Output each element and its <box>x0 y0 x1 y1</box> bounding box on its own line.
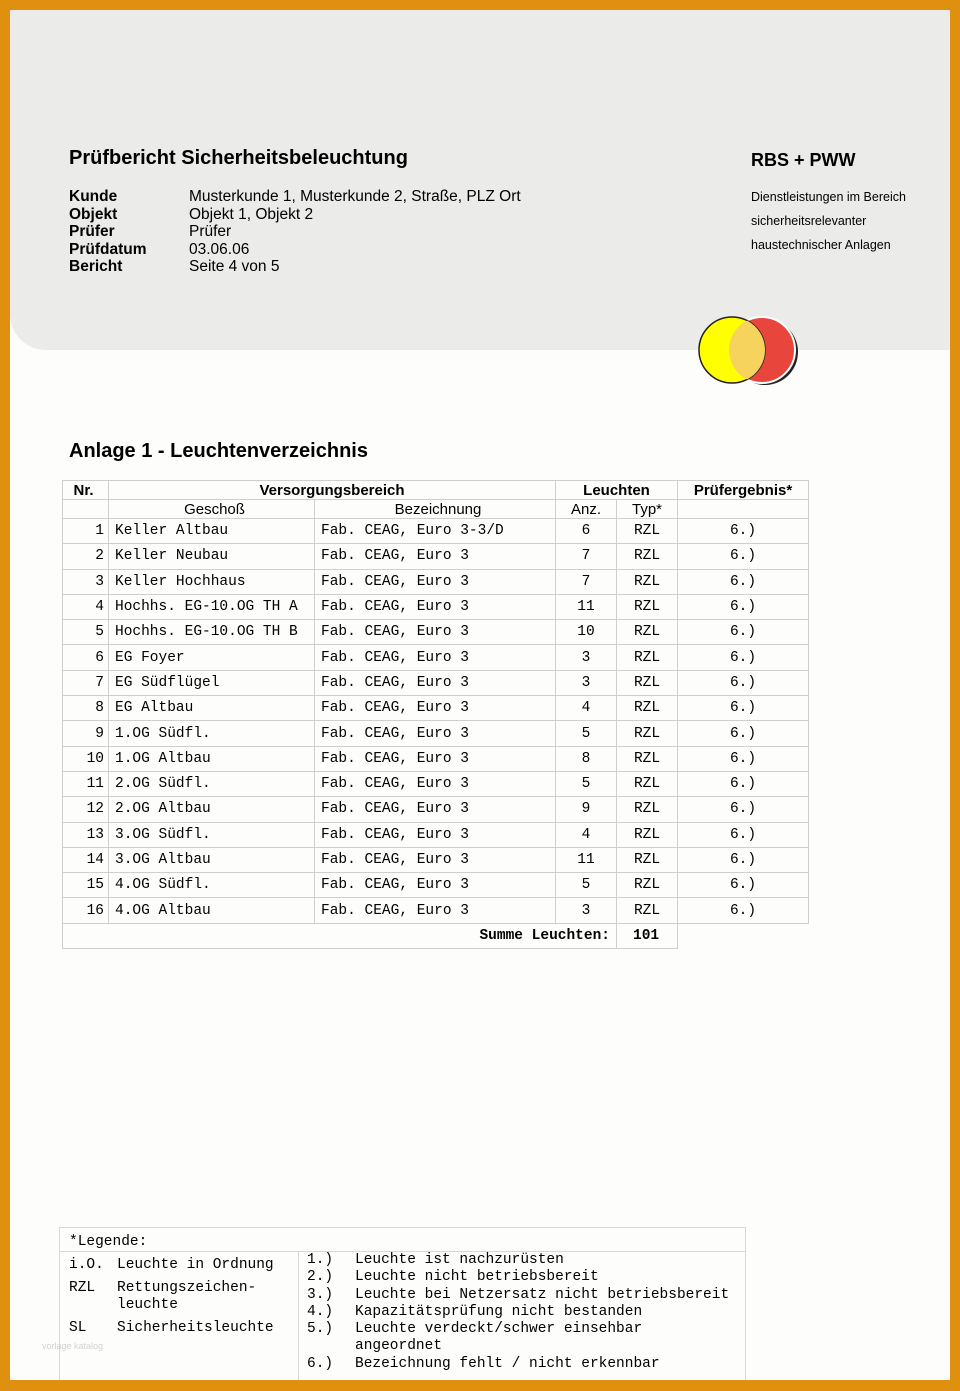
cell-anz: 3 <box>556 670 617 695</box>
subheader-bezeichnung: Bezeichnung <box>315 500 556 519</box>
meta-row <box>69 258 521 276</box>
cell-ergebnis: 6.) <box>678 519 809 544</box>
subheader-empty <box>678 500 809 519</box>
legend-code: 4.) <box>307 1303 334 1320</box>
cell-anz: 6 <box>556 519 617 544</box>
cell-ergebnis: 6.) <box>678 797 809 822</box>
meta-label: Kunde <box>69 188 118 205</box>
cell-nr: 8 <box>63 696 109 721</box>
cell-ergebnis: 6.) <box>678 620 809 645</box>
meta-label: Bericht <box>69 258 123 276</box>
cell-bezeichnung: Fab. CEAG, Euro 3 <box>315 645 556 670</box>
table-row <box>63 746 809 771</box>
cell-bezeichnung: Fab. CEAG, Euro 3 <box>315 847 556 872</box>
cell-geschoss: Keller Hochhaus <box>109 569 315 594</box>
cell-ergebnis: 6.) <box>678 771 809 796</box>
subheader-anz: Anz. <box>556 500 617 519</box>
meta-row <box>69 241 521 259</box>
cell-nr: 7 <box>63 670 109 695</box>
cell-bezeichnung: Fab. CEAG, Euro 3 <box>315 746 556 771</box>
report-title: Prüfbericht Sicherheitsbeleuchtung <box>69 147 408 169</box>
table-row <box>63 847 809 872</box>
table-row <box>63 569 809 594</box>
cell-typ: RZL <box>617 696 678 721</box>
cell-anz: 11 <box>556 847 617 872</box>
legend-code: 1.) <box>307 1252 334 1268</box>
cell-typ: RZL <box>617 797 678 822</box>
cell-geschoss: 3.OG Altbau <box>109 847 315 872</box>
cell-bezeichnung: Fab. CEAG, Euro 3-3/D <box>315 519 556 544</box>
cell-geschoss: 1.OG Südfl. <box>109 721 315 746</box>
section-title: Anlage 1 - Leuchtenverzeichnis <box>69 440 368 462</box>
cell-ergebnis: 6.) <box>678 822 809 847</box>
cell-bezeichnung: Fab. CEAG, Euro 3 <box>315 569 556 594</box>
cell-bezeichnung: Fab. CEAG, Euro 3 <box>315 620 556 645</box>
meta-label: Prüfdatum <box>69 240 147 258</box>
legend-code-row <box>307 1287 737 1304</box>
sum-label: Summe Leuchten: <box>63 923 617 948</box>
legend-code-row <box>307 1252 737 1269</box>
meta-label: Objekt <box>69 205 118 223</box>
cell-anz: 3 <box>556 898 617 923</box>
cell-geschoss: EG Foyer <box>109 645 315 670</box>
cell-bezeichnung: Fab. CEAG, Euro 3 <box>315 822 556 847</box>
cell-geschoss: Hochhs. EG-10.OG TH B <box>109 620 315 645</box>
cell-bezeichnung: Fab. CEAG, Euro 3 <box>315 721 556 746</box>
cell-ergebnis: 6.) <box>678 645 809 670</box>
cell-bezeichnung: Fab. CEAG, Euro 3 <box>315 797 556 822</box>
legend-code-text: Leuchte nicht betriebsbereit <box>355 1269 599 1286</box>
legend-divider <box>298 1251 299 1380</box>
cell-ergebnis: 6.) <box>678 847 809 872</box>
col-header-leuchten: Leuchten <box>556 481 678 500</box>
cell-bezeichnung: Fab. CEAG, Euro 3 <box>315 594 556 619</box>
col-header-versorgungsbereich: Versorgungsbereich <box>109 481 556 500</box>
cell-anz: 9 <box>556 797 617 822</box>
table-row <box>63 822 809 847</box>
cell-geschoss: EG Südflügel <box>109 670 315 695</box>
company-tagline-line: sicherheitsrelevanter <box>751 214 867 228</box>
meta-row <box>69 188 521 206</box>
table-row <box>63 721 809 746</box>
cell-typ: RZL <box>617 569 678 594</box>
cell-typ: RZL <box>617 620 678 645</box>
legend-code-text: Bezeichnung fehlt / nicht erkennbar <box>355 1355 660 1372</box>
cell-geschoss: Keller Altbau <box>109 519 315 544</box>
cell-ergebnis: 6.) <box>678 544 809 569</box>
meta-value: Seite 4 von 5 <box>189 258 280 276</box>
table-row <box>63 544 809 569</box>
cell-nr: 5 <box>63 620 109 645</box>
cell-nr: 15 <box>63 873 109 898</box>
meta-row <box>69 223 521 241</box>
cell-anz: 11 <box>556 594 617 619</box>
cell-anz: 4 <box>556 696 617 721</box>
legend-code: 3.) <box>307 1286 334 1303</box>
table-row <box>63 898 809 923</box>
cell-geschoss: 4.OG Südfl. <box>109 873 315 898</box>
cell-typ: RZL <box>617 746 678 771</box>
cell-anz: 4 <box>556 822 617 847</box>
subheader-typ: Typ* <box>617 500 678 519</box>
cell-geschoss: EG Altbau <box>109 696 315 721</box>
cell-geschoss: Hochhs. EG-10.OG TH A <box>109 594 315 619</box>
cell-typ: RZL <box>617 847 678 872</box>
cell-geschoss: 2.OG Altbau <box>109 797 315 822</box>
cell-bezeichnung: Fab. CEAG, Euro 3 <box>315 771 556 796</box>
cell-typ: RZL <box>617 873 678 898</box>
cell-ergebnis: 6.) <box>678 594 809 619</box>
table-row <box>63 594 809 619</box>
watermark: vorlage katalog <box>42 1341 104 1351</box>
cell-nr: 16 <box>63 898 109 923</box>
cell-bezeichnung: Fab. CEAG, Euro 3 <box>315 873 556 898</box>
cell-ergebnis: 6.) <box>678 721 809 746</box>
cell-ergebnis: 6.) <box>678 696 809 721</box>
sum-spacer <box>678 923 809 948</box>
cell-nr: 12 <box>63 797 109 822</box>
cell-typ: RZL <box>617 670 678 695</box>
report-meta <box>69 188 521 276</box>
cell-typ: RZL <box>617 721 678 746</box>
company-block <box>751 150 906 257</box>
cell-nr: 6 <box>63 645 109 670</box>
legend-code: 2.) <box>307 1269 334 1286</box>
cell-ergebnis: 6.) <box>678 746 809 771</box>
cell-bezeichnung: Fab. CEAG, Euro 3 <box>315 696 556 721</box>
sum-value: 101 <box>617 923 678 948</box>
cell-ergebnis: 6.) <box>678 670 809 695</box>
company-tagline-line: Dienstleistungen im Bereich <box>751 190 906 204</box>
meta-value: Prüfer <box>189 223 232 241</box>
table-row <box>63 645 809 670</box>
cell-ergebnis: 6.) <box>678 873 809 898</box>
table-row <box>63 620 809 645</box>
meta-label: Prüfer <box>69 223 115 241</box>
legend-abbr-row <box>69 1320 294 1337</box>
cell-nr: 4 <box>63 594 109 619</box>
cell-typ: RZL <box>617 645 678 670</box>
cell-ergebnis: 6.) <box>678 898 809 923</box>
table-row <box>63 797 809 822</box>
legend-code-row <box>307 1321 737 1356</box>
legend-abbreviations <box>69 1257 294 1343</box>
cell-typ: RZL <box>617 594 678 619</box>
cell-typ: RZL <box>617 898 678 923</box>
cell-anz: 7 <box>556 569 617 594</box>
legend-code-text: Leuchte ist nachzurüsten <box>355 1252 564 1268</box>
cell-geschoss: 1.OG Altbau <box>109 746 315 771</box>
legend-abbr-row <box>69 1280 294 1314</box>
legend-box <box>59 1227 746 1380</box>
cell-typ: RZL <box>617 771 678 796</box>
legend-abbr-text: Sicherheitsleuchte <box>117 1320 274 1336</box>
meta-value: Musterkunde 1, Musterkunde 2, Straße, PLZ Ort <box>189 188 521 205</box>
luminaire-table <box>62 480 809 949</box>
cell-ergebnis: 6.) <box>678 569 809 594</box>
legend-code-row <box>307 1304 737 1321</box>
meta-row <box>69 206 521 224</box>
table-row <box>63 873 809 898</box>
cell-nr: 11 <box>63 771 109 796</box>
legend-code: 6.) <box>307 1355 334 1372</box>
cell-anz: 8 <box>556 746 617 771</box>
table-row <box>63 696 809 721</box>
cell-bezeichnung: Fab. CEAG, Euro 3 <box>315 898 556 923</box>
company-tagline-line: haustechnischer Anlagen <box>751 238 891 252</box>
legend-result-codes <box>307 1252 737 1373</box>
meta-value: Objekt 1, Objekt 2 <box>189 205 314 223</box>
cell-typ: RZL <box>617 544 678 569</box>
cell-nr: 14 <box>63 847 109 872</box>
legend-abbr: i.O. <box>69 1257 104 1273</box>
cell-anz: 7 <box>556 544 617 569</box>
cell-anz: 5 <box>556 771 617 796</box>
document-page <box>10 10 950 1380</box>
col-header-pruefergebnis: Prüfergebnis* <box>678 481 809 500</box>
table-row <box>63 670 809 695</box>
cell-nr: 10 <box>63 746 109 771</box>
cell-anz: 10 <box>556 620 617 645</box>
cell-anz: 3 <box>556 645 617 670</box>
cell-geschoss: 2.OG Südfl. <box>109 771 315 796</box>
cell-nr: 3 <box>63 569 109 594</box>
company-name: RBS + PWW <box>751 150 856 170</box>
cell-anz: 5 <box>556 873 617 898</box>
legend-code-text: Leuchte bei Netzersatz nicht betriebsbereit <box>355 1286 730 1303</box>
legend-code-text: Kapazitätsprüfung nicht bestanden <box>355 1303 643 1320</box>
subheader-geschoss: Geschoß <box>109 500 315 519</box>
cell-nr: 2 <box>63 544 109 569</box>
cell-bezeichnung: Fab. CEAG, Euro 3 <box>315 670 556 695</box>
legend-abbr-text: Rettungszeichen-leuchte <box>117 1280 257 1313</box>
cell-geschoss: 3.OG Südfl. <box>109 822 315 847</box>
company-logo-icon <box>696 310 806 392</box>
table-row <box>63 771 809 796</box>
legend-abbr: SL <box>69 1320 87 1336</box>
legend-code-row <box>307 1269 737 1286</box>
cell-bezeichnung: Fab. CEAG, Euro 3 <box>315 544 556 569</box>
cell-nr: 1 <box>63 519 109 544</box>
subheader-empty <box>63 500 109 519</box>
cell-typ: RZL <box>617 822 678 847</box>
legend-code-row <box>307 1356 737 1373</box>
legend-code: 5.) <box>307 1321 334 1338</box>
legend-abbr: RZL <box>69 1280 96 1296</box>
meta-value: 03.06.06 <box>189 240 250 258</box>
legend-abbr-row <box>69 1257 294 1274</box>
cell-nr: 13 <box>63 822 109 847</box>
legend-abbr-text: Leuchte in Ordnung <box>117 1257 274 1273</box>
cell-typ: RZL <box>617 519 678 544</box>
cell-nr: 9 <box>63 721 109 746</box>
cell-anz: 5 <box>556 721 617 746</box>
cell-geschoss: Keller Neubau <box>109 544 315 569</box>
legend-title: *Legende: <box>69 1234 148 1250</box>
cell-geschoss: 4.OG Altbau <box>109 898 315 923</box>
table-row <box>63 519 809 544</box>
legend-code-text: Leuchte verdeckt/schwer einsehbar angeordnet <box>355 1321 643 1355</box>
col-header-nr: Nr. <box>63 481 109 500</box>
